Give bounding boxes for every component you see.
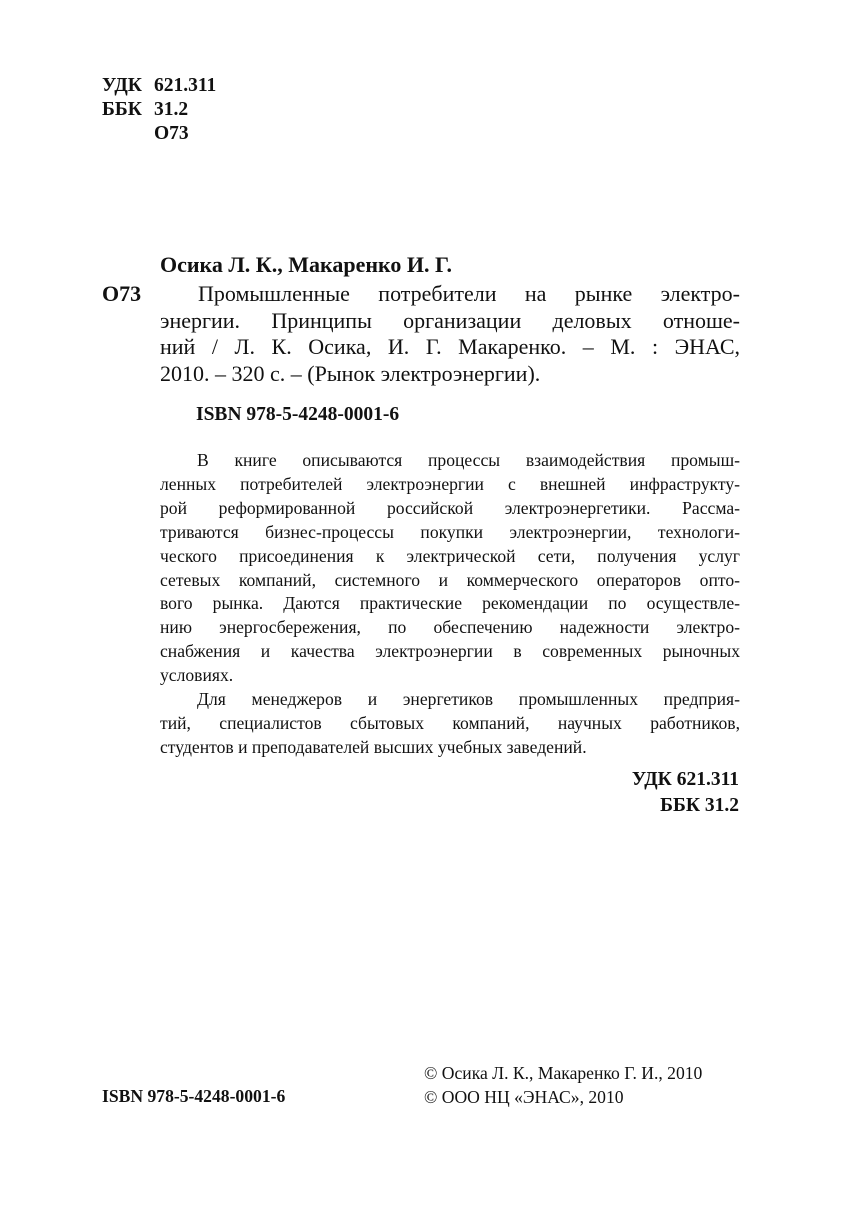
bibliographic-description bbox=[160, 281, 740, 387]
abstract-line: триваются бизнес-процессы покупки электроэнергии, технологи- bbox=[160, 521, 740, 542]
abstract-line: сетевых компаний, системного и коммерческого операторов опто- bbox=[160, 569, 740, 590]
authors-heading: Осика Л. К., Макаренко И. Г. bbox=[160, 252, 453, 277]
abstract-line: условиях. bbox=[160, 665, 234, 686]
udk-label: УДК bbox=[102, 75, 142, 96]
abstract-line: нию энергосбережения, по обеспечению надежности электро- bbox=[160, 617, 740, 638]
description-line: ний / Л. К. Осика, И. Г. Макаренко. – М. : ЭНАС, bbox=[160, 334, 740, 360]
classification-row-author-sign bbox=[102, 122, 216, 146]
isbn-entry: ISBN 978-5-4248-0001-6 bbox=[196, 404, 400, 425]
udk-value: 621.311 bbox=[154, 75, 217, 96]
abstract-line: снабжения и качества электроэнергии в современных рыночных bbox=[160, 641, 740, 662]
bbk-code: ББК 31.2 bbox=[660, 795, 739, 816]
classification-block bbox=[102, 74, 216, 146]
bbk-label: ББК bbox=[102, 99, 142, 120]
copyright-line: © Осика Л. К., Макаренко Г. И., 2010 bbox=[424, 1063, 703, 1083]
classification-row-udk bbox=[102, 74, 216, 98]
bbk-value: 31.2 bbox=[154, 99, 189, 120]
abstract-line: Для менеджеров и энергетиков промышленных предприя- bbox=[197, 689, 740, 710]
classification-codes-right bbox=[632, 767, 739, 819]
description-line: энергии. Принципы организации деловых отноше- bbox=[160, 307, 740, 333]
abstract-line: ческого присоединения к электрической сети, получения услуг bbox=[160, 545, 740, 566]
abstract-line: студентов и преподавателей высших учебных заведений. bbox=[160, 736, 587, 757]
classification-row-bbk bbox=[102, 98, 216, 122]
udk-code: УДК 621.311 bbox=[631, 769, 739, 790]
description-line: 2010. – 320 с. – (Рынок электроэнергии). bbox=[160, 360, 541, 386]
isbn-imprint: ISBN 978-5-4248-0001-6 bbox=[102, 1086, 286, 1106]
author-sign-margin: О73 bbox=[102, 281, 142, 306]
copyright-line: © ООО НЦ «ЭНАС», 2010 bbox=[424, 1087, 624, 1107]
abstract-line: тий, специалистов сбытовых компаний, научных работников, bbox=[160, 712, 740, 733]
abstract bbox=[160, 449, 740, 760]
copyright-block bbox=[424, 1061, 702, 1109]
description-line: Промышленные потребители на рынке электро- bbox=[198, 281, 740, 306]
author-sign-label bbox=[102, 122, 154, 146]
abstract-line: В книге описываются процессы взаимодействия промыш- bbox=[197, 450, 740, 470]
author-sign-value: О73 bbox=[154, 123, 189, 144]
abstract-line: рой реформированной российской электроэнергетики. Рассма- bbox=[160, 497, 740, 518]
abstract-line: ленных потребителей электроэнергии с внешней инфраструкту- bbox=[160, 473, 740, 494]
abstract-line: вого рынка. Даются практические рекомендации по осуществле- bbox=[160, 593, 740, 614]
